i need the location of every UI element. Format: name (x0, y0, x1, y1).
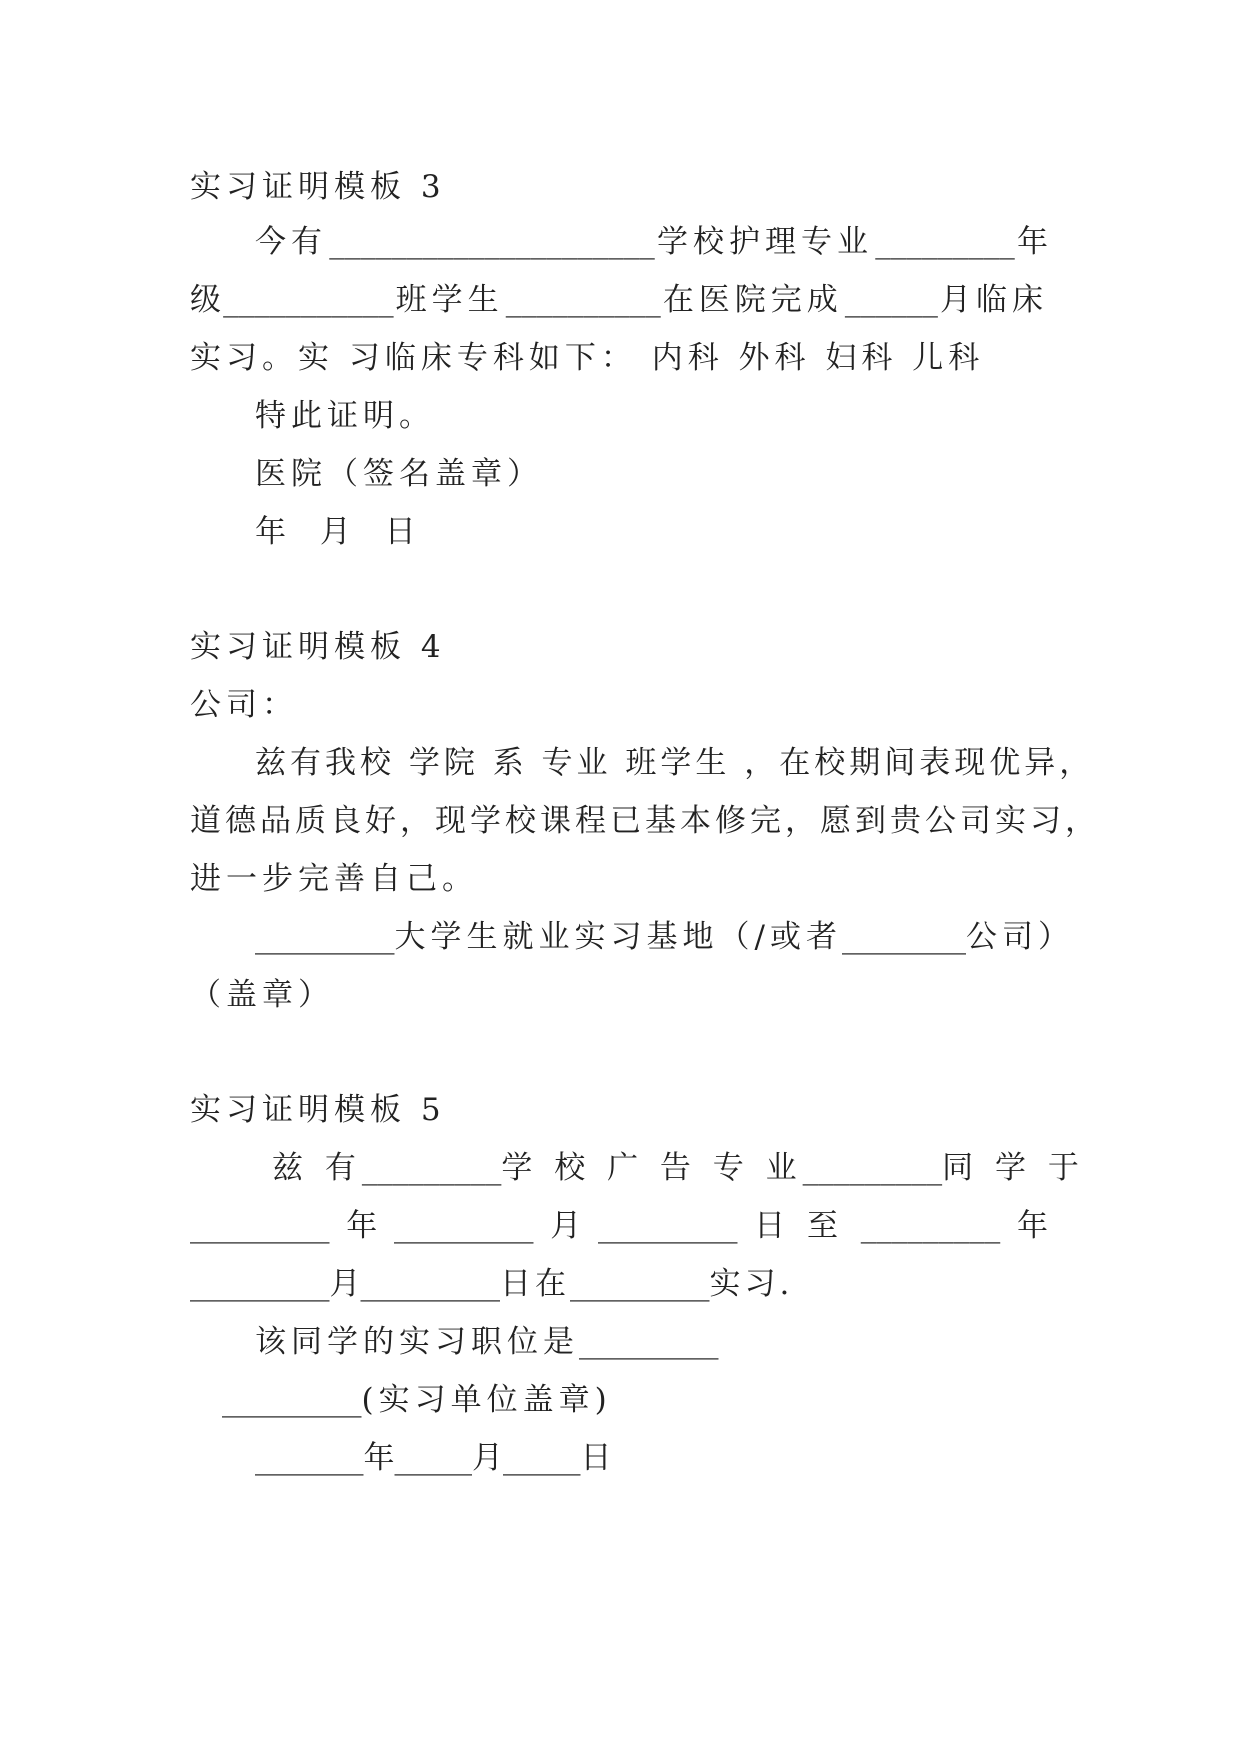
section5-line3-blank3: _________ (570, 1266, 710, 1302)
section5-date-blank1: _______ (255, 1440, 364, 1476)
section5-date-line (255, 1438, 612, 1478)
section4-base-text-b: 公司） (965, 919, 1074, 955)
section3-line2-blank3: ______ (844, 282, 938, 318)
section3-line4: 特此证明。 (255, 398, 435, 434)
section4-base-line (255, 917, 1074, 957)
section5-line2-text-d: 年 (1017, 1208, 1048, 1244)
section4-base-blank2: ________ (841, 919, 966, 955)
section5-line2 (190, 1206, 1048, 1246)
section5-date-year: 年 (363, 1440, 395, 1476)
section5-line3 (190, 1264, 793, 1304)
section5-unit-text: (实习单位盖章) (361, 1382, 612, 1418)
section4-stamp: （盖章） (190, 977, 334, 1013)
section5-line2-blank2: _________ (393, 1208, 534, 1244)
section3-line2-text-c: 在医院完成 (662, 282, 843, 318)
section3-line2-text-b: 班学生 (395, 282, 504, 318)
section4-title: 实习证明模板 4 (190, 629, 446, 665)
section3-line2 (190, 280, 1048, 320)
section5-line2-text-c: 日 至 (754, 1208, 845, 1244)
section4-salutation: 公司： (190, 687, 298, 723)
section5-position-line (255, 1322, 719, 1362)
section5-line2-text-a: 年 (346, 1208, 378, 1244)
section5-line2-blank3: _________ (597, 1208, 738, 1244)
section3-line2-blank2: __________ (505, 282, 661, 318)
section3-line3: 实习。实 习临床专科如下： 内科 外科 妇科 儿科 (190, 340, 985, 376)
section5-position-blank: _________ (579, 1324, 719, 1360)
section5-unit-blank: _________ (222, 1382, 362, 1418)
section5-line3-blank1: _________ (190, 1266, 330, 1302)
section5-date-month: 月 (472, 1440, 503, 1476)
section3-line6: 年 月 日 (255, 514, 428, 550)
section5-title: 实习证明模板 5 (190, 1092, 446, 1128)
section3-line1 (255, 222, 1048, 262)
section4-body3: 进一步完善自己。 (190, 861, 478, 897)
section5-line1-blank1: _________ (361, 1150, 502, 1186)
section5-line3-text-b: 日在 (500, 1266, 570, 1302)
section3-line1-text-a: 今有 (255, 224, 327, 260)
section5-line1-text-a: 兹 有 (272, 1150, 362, 1186)
section5-position-text: 该同学的实习职位是 (255, 1324, 579, 1360)
section3-line2-text-a: 级 (190, 282, 221, 318)
section3-line5: 医院（签名盖章） (255, 456, 543, 492)
section3-title: 实习证明模板 3 (190, 169, 446, 205)
section4-body1: 兹有我校 学院 系 专业 班学生 ，在校期间表现优异， (255, 745, 1095, 781)
section5-date-blank2: _____ (394, 1440, 472, 1476)
section4-base-blank1: _________ (255, 919, 395, 955)
section5-date-day: 日 (580, 1440, 612, 1476)
section3-line1-blank2: _________ (875, 224, 1015, 260)
section5-unit-line (222, 1380, 612, 1420)
section4-body2: 道德品质良好，现学校课程已基本修完，愿到贵公司实习， (190, 803, 1100, 839)
section3-line1-text-b: 学校护理专业 (657, 224, 873, 260)
section5-line2-blank4: _________ (860, 1208, 1001, 1244)
section3-line1-blank1: _____________________ (329, 224, 655, 260)
section5-line1-text-c: 同 学 于 (942, 1150, 1085, 1186)
section5-date-blank3: _____ (503, 1440, 581, 1476)
section3-line1-text-c: 年 (1017, 224, 1048, 260)
section5-line3-text-c: 实习. (709, 1266, 794, 1302)
section5-line1 (272, 1148, 1085, 1188)
section5-line3-text-a: 月 (329, 1266, 361, 1302)
section5-line2-blank1: _________ (190, 1208, 330, 1244)
section3-line2-text-d: 月临床 (939, 282, 1048, 318)
section4-base-text-a: 大学生就业实习基地（/或者 (394, 919, 842, 955)
section5-line2-text-b: 月 (550, 1208, 582, 1244)
section5-line1-text-b: 学 校 广 告 专 业 (501, 1150, 803, 1186)
section5-line1-blank2: _________ (802, 1150, 943, 1186)
section5-line3-blank2: _________ (360, 1266, 500, 1302)
section3-line2-blank1: ___________ (223, 282, 394, 318)
